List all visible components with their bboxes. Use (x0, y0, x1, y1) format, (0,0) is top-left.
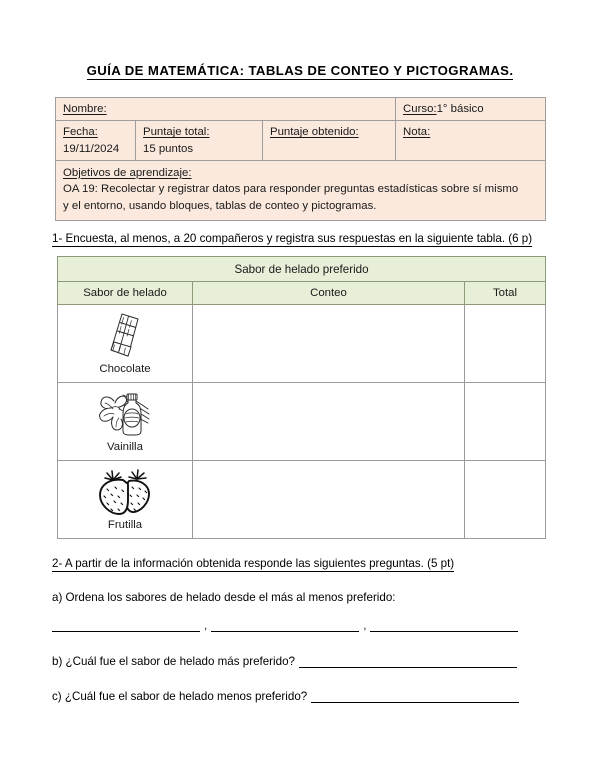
question-c-answer-blank[interactable] (311, 691, 519, 703)
answer-blank-1[interactable] (52, 620, 200, 632)
fecha-field[interactable] (56, 121, 136, 161)
total-cell-chocolate[interactable] (465, 305, 546, 383)
info-row-fecha (56, 121, 546, 161)
curso-value: 1° básico (436, 103, 484, 115)
flavor-label-frutilla: Frutilla (107, 519, 143, 532)
question-b (52, 655, 517, 668)
puntaje-total-field (136, 121, 263, 161)
flavor-cell-frutilla (58, 461, 193, 539)
objetivos-line-1: OA 19: Recolectar y registrar datos para responder preguntas estadísticas sobre sí mismo (63, 183, 519, 196)
page-title (0, 63, 600, 78)
curso-label: Curso: (403, 103, 437, 115)
conteo-cell-vainilla[interactable] (193, 383, 465, 461)
column-header-flavor: Sabor de helado (58, 282, 193, 305)
tally-caption: Sabor de helado preferido (58, 257, 546, 282)
strawberry-icon (93, 467, 157, 519)
activity1-instruction-text: 1- Encuesta, al menos, a 20 compañeros y registra sus respuestas en la siguiente tabla. (6 p) (52, 232, 533, 245)
conteo-cell-frutilla[interactable] (193, 461, 465, 539)
puntaje-obtenido-field[interactable] (263, 121, 396, 161)
vanilla-extract-icon (95, 389, 155, 441)
objetivos-label: Objetivos de aprendizaje: (63, 166, 192, 179)
curso-field[interactable] (396, 98, 546, 121)
question-a-text: a) Ordena los sabores de helado desde el más al menos preferido: (52, 591, 396, 604)
puntaje-total-label: Puntaje total: (143, 126, 210, 139)
question-a-answer-lines (52, 619, 552, 632)
flavor-cell-vainilla (58, 383, 193, 461)
column-header-conteo: Conteo (193, 282, 465, 305)
tally-caption-row (58, 257, 546, 282)
info-row-nombre (56, 98, 546, 121)
page-title-text: GUÍA DE MATEMÁTICA: TABLAS DE CONTEO Y PICTOGRAMAS. (86, 63, 514, 78)
table-row (58, 305, 546, 383)
flavor-cell-chocolate (58, 305, 193, 383)
puntaje-obtenido-label: Puntaje obtenido: (270, 126, 359, 139)
activity2-instruction-text: 2- A partir de la información obtenida responde las siguientes preguntas. (5 pt) (52, 557, 455, 570)
conteo-cell-chocolate[interactable] (193, 305, 465, 383)
info-row-objetivos (56, 160, 546, 221)
tally-header-row (58, 282, 546, 305)
question-c (52, 690, 519, 703)
question-a (52, 591, 396, 604)
activity2-instruction (52, 557, 454, 570)
chocolate-bar-icon (100, 311, 150, 363)
answer-blank-3[interactable] (370, 620, 518, 632)
activity1-instruction (52, 232, 532, 245)
nombre-label: Nombre: (63, 103, 107, 115)
table-row (58, 383, 546, 461)
fecha-label: Fecha: (63, 126, 98, 139)
column-header-total: Total (465, 282, 546, 305)
ice-cream-tally-table (57, 256, 546, 539)
answer-separator-2: , (363, 619, 367, 632)
question-c-text: c) ¿Cuál fue el sabor de helado menos preferido? (52, 690, 308, 703)
objetivos-line-2: y el entorno, usando bloques, tablas de conteo y pictogramas. (63, 199, 377, 212)
total-cell-vainilla[interactable] (465, 383, 546, 461)
answer-separator-1: , (204, 619, 208, 632)
nota-field[interactable] (396, 121, 546, 161)
flavor-label-chocolate: Chocolate (99, 363, 151, 376)
question-b-answer-blank[interactable] (299, 656, 517, 668)
flavor-label-vainilla: Vainilla (107, 441, 143, 454)
fecha-value: 19/11/2024 (63, 142, 120, 155)
question-b-text: b) ¿Cuál fue el sabor de helado más preferido? (52, 655, 295, 668)
student-info-table (55, 97, 546, 221)
table-row (58, 461, 546, 539)
total-cell-frutilla[interactable] (465, 461, 546, 539)
puntaje-total-value: 15 puntos (143, 142, 194, 155)
nombre-field[interactable] (56, 98, 396, 121)
nota-label: Nota: (403, 126, 431, 139)
objetivos-cell (56, 160, 546, 221)
answer-blank-2[interactable] (211, 620, 359, 632)
